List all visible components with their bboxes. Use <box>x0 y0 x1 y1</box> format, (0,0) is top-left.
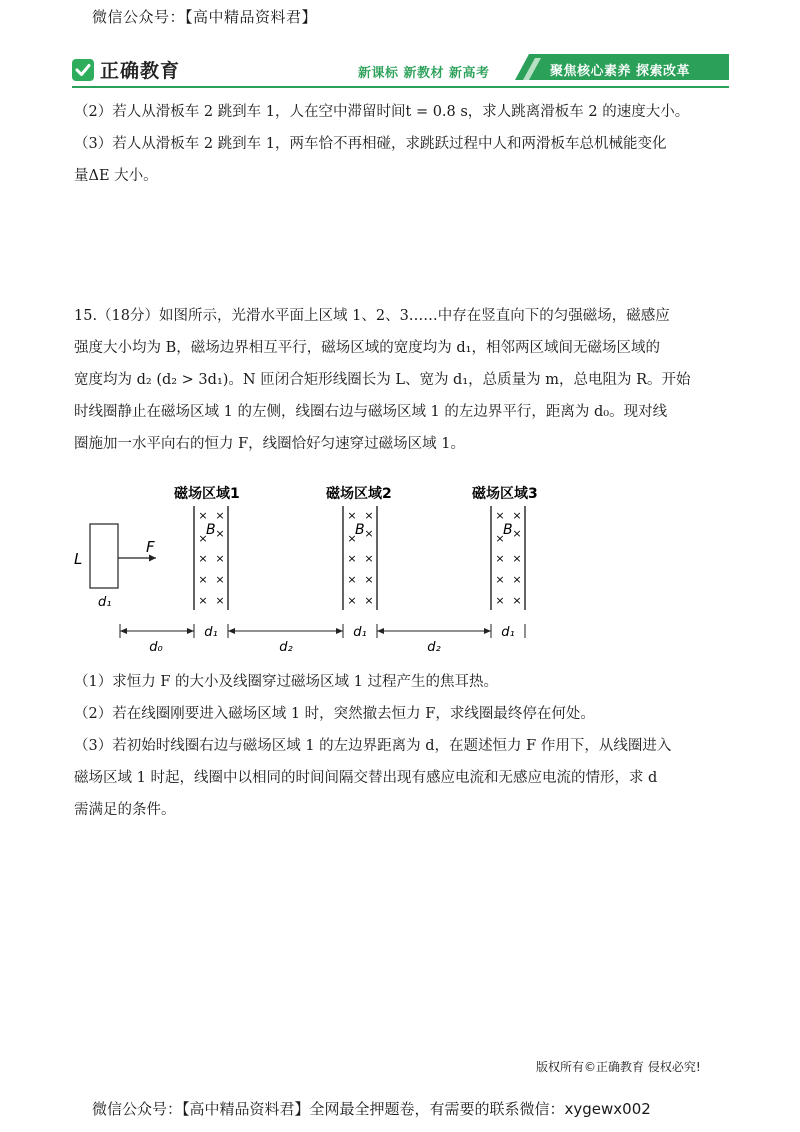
svg-text:×: × <box>495 509 505 522</box>
q14-part3-line1: （3）若人从滑板车 2 跳到车 1，两车恰不再相碰，求跳跃过程中人和两滑板车总机械能变化 <box>74 136 667 152</box>
slogan-left: 新课标 新教材 新高考 <box>358 66 490 81</box>
page-header <box>72 50 729 86</box>
svg-text:×: × <box>364 527 374 540</box>
dim-d2-label-1: d₂ <box>279 640 293 655</box>
svg-text:×: × <box>364 594 374 607</box>
svg-text:×: × <box>512 573 522 586</box>
svg-text:×: × <box>198 532 208 545</box>
copyright-notice: 版权所有©正确教育 侵权必究! <box>536 1060 701 1074</box>
svg-text:×: × <box>495 594 505 607</box>
question-15-stem <box>74 300 724 460</box>
svg-text:×: × <box>347 594 357 607</box>
q15-line3: 宽度均为 d₂ (d₂ > 3d₁)。N 匝闭合矩形线圈长为 L、宽为 d₁，总质量为 m，总电阻为 R。开始 <box>74 372 691 388</box>
question-14-continued <box>74 96 724 192</box>
coil-length-label: L <box>74 550 83 568</box>
region2-title: 磁场区域2 <box>326 486 392 502</box>
svg-text:×: × <box>347 552 357 565</box>
svg-text:×: × <box>215 573 225 586</box>
svg-text:×: × <box>495 532 505 545</box>
q15-sub3-line1: （3）若初始时线圈右边与磁场区域 1 的左边界距离为 d，在题述恒力 F 作用下，从线圈进入 <box>74 738 672 754</box>
field-label-1: B <box>206 522 216 538</box>
region1-title: 磁场区域1 <box>174 486 240 502</box>
q15-sub1: （1）求恒力 F 的大小及线圈穿过磁场区域 1 过程产生的焦耳热。 <box>74 674 498 690</box>
slogan-right: 聚焦核心素养 探索改革 <box>550 64 691 79</box>
q14-part3-line2: 量ΔE 大小。 <box>74 168 158 184</box>
dim-d1-label-1: d₁ <box>204 625 218 640</box>
field-label-2: B <box>355 522 365 538</box>
check-icon <box>72 59 94 81</box>
svg-text:×: × <box>198 594 208 607</box>
svg-text:×: × <box>512 594 522 607</box>
question-15-subparts <box>74 666 724 826</box>
dim-d1-label-3: d₁ <box>501 625 515 640</box>
svg-text:×: × <box>347 532 357 545</box>
field-region-2 <box>343 506 377 610</box>
top-wechat-note: 微信公众号：【高中精品资料君】 <box>92 8 318 26</box>
brand-logo <box>72 56 180 83</box>
svg-text:×: × <box>347 509 357 522</box>
svg-text:×: × <box>347 573 357 586</box>
svg-text:×: × <box>215 594 225 607</box>
coil-width-label: d₁ <box>98 595 112 610</box>
brand-name: 正确教育 <box>100 60 181 82</box>
field-label-3: B <box>503 522 513 538</box>
force-label: F <box>146 538 155 556</box>
svg-text:×: × <box>495 552 505 565</box>
magnetic-field-figure <box>70 476 540 662</box>
dim-d1-label-2: d₁ <box>353 625 367 640</box>
header-divider <box>72 86 729 88</box>
svg-text:×: × <box>198 509 208 522</box>
svg-text:×: × <box>215 509 225 522</box>
svg-text:×: × <box>512 527 522 540</box>
region3-title: 磁场区域3 <box>472 486 538 502</box>
q15-line5: 圈施加一水平向右的恒力 F，线圈恰好匀速穿过磁场区域 1。 <box>74 436 466 452</box>
q15-line1: 15.（18分）如图所示，光滑水平面上区域 1、2、3……中存在竖直向下的匀强磁场，磁感应 <box>74 308 670 324</box>
q14-part2: （2）若人从滑板车 2 跳到车 1，人在空中滞留时间t = 0.8 s，求人跳离滑板车 2 的速度大小。 <box>74 104 690 120</box>
rectangular-coil <box>90 524 118 588</box>
q15-sub3-line2: 磁场区域 1 时起，线圈中以相同的时间间隔交替出现有感应电流和无感应电流的情形，求 d <box>74 770 658 786</box>
svg-text:×: × <box>198 573 208 586</box>
field-region-1 <box>194 506 228 610</box>
dimension-line <box>120 624 525 638</box>
svg-text:×: × <box>364 573 374 586</box>
svg-text:×: × <box>364 552 374 565</box>
bottom-wechat-note: 微信公众号：【高中精品资料君】全网最全押题卷，有需要的联系微信：xygewx002 <box>92 1100 651 1118</box>
svg-text:×: × <box>495 573 505 586</box>
dim-d2-label-2: d₂ <box>427 640 441 655</box>
svg-text:×: × <box>198 552 208 565</box>
q15-line4: 时线圈静止在磁场区域 1 的左侧，线圈右边与磁场区域 1 的左边界平行，距离为 d₀。现对线 <box>74 404 668 420</box>
q15-line2: 强度大小均为 B，磁场边界相互平行，磁场区域的宽度均为 d₁，相邻两区域间无磁场区域的 <box>74 340 660 356</box>
svg-text:×: × <box>215 527 225 540</box>
svg-text:×: × <box>512 509 522 522</box>
q15-sub2: （2）若在线圈刚要进入磁场区域 1 时，突然撤去恒力 F，求线圈最终停在何处。 <box>74 706 595 722</box>
svg-text:×: × <box>215 552 225 565</box>
svg-text:×: × <box>364 509 374 522</box>
q15-sub3-line3: 需满足的条件。 <box>74 802 176 818</box>
svg-text:×: × <box>512 552 522 565</box>
field-region-3 <box>491 506 525 610</box>
dim-d0-label: d₀ <box>149 640 163 655</box>
